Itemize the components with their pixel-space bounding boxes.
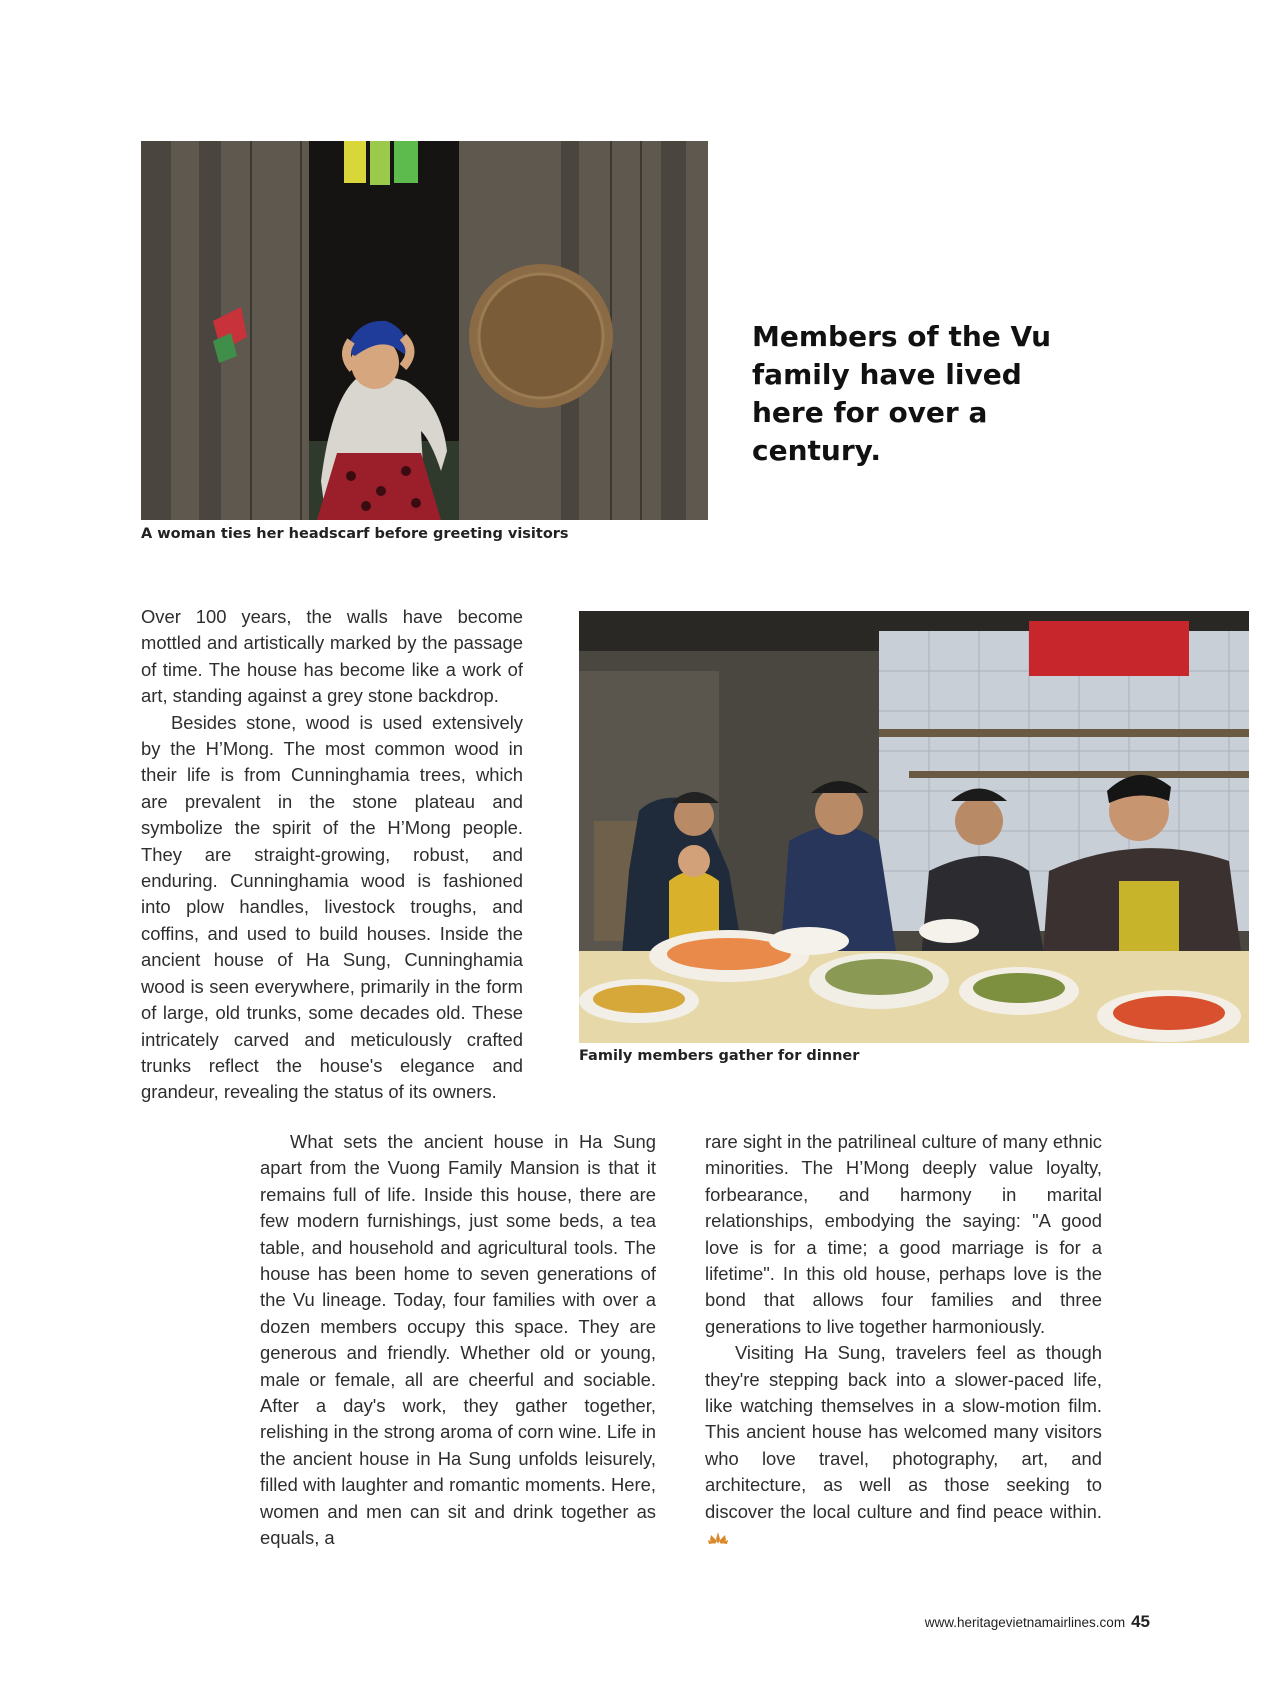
page-number: 45 [1131, 1612, 1150, 1631]
footer-url: www.heritagevietnamairlines.com [924, 1615, 1126, 1630]
article-column-1 [141, 604, 523, 1106]
column3-paragraph-2: Visiting Ha Sung, travelers feel as though they're stepping back into a slower-paced life, like watching themselves in a slow-motion film. This ancient house has welcomed many visitors who love travel, photography, art, and architecture, as well as those seeking to discover the local culture and find peace within. [705, 1342, 1102, 1522]
article-column-3 [705, 1129, 1102, 1552]
column1-paragraph-2: Besides stone, wood is used extensively by the H’Mong. The most common wood in their life is from Cunninghamia trees, which are prevalent in the stone plateau and symbolize the spirit of the H’Mong people. They are straight-growing, robust, and enduring. Cunninghamia wood is fashioned into plow handles, livestock troughs, and coffins, and used to build houses. Inside the ancient house of Ha Sung, Cunninghamia wood is seen everywhere, primarily in the form of large, old trunks, some decades old. These intricately carved and meticulously crafted trunks reflect the house's elegance and grandeur, revealing the status of its owners. [141, 711, 523, 1103]
pull-quote: Members of the Vu family have lived here for over a century. [752, 320, 1052, 467]
woman-headscarf-photo [141, 141, 708, 520]
column2-paragraph-1: What sets the ancient house in Ha Sung apart from the Vuong Family Mansion is that it remains full of life. Inside this house, there are few modern furnishings, just some beds, a tea table, and household and agricultural tools. The house has been home to seven generations of the Vu lineage. Today, four families with over a dozen members occupy this space. They are generous and friendly. Whether old or young, male or female, all are cheerful and sociable. After a day's work, they gather together, relishing in the strong aroma of corn wine. Life in the ancient house in Ha Sung unfolds leisurely, filled with laughter and romantic moments. Here, women and men can sit and drink together as equals, a [260, 1131, 656, 1549]
page-footer [925, 1612, 1150, 1632]
column1-paragraph-1: Over 100 years, the walls have become mottled and artistically marked by the passage of time. The house has become like a work of art, standing against a grey stone backdrop. [141, 606, 523, 707]
column3-paragraph-1: rare sight in the patrilineal culture of many ethnic minorities. The H’Mong deeply value loyalty, forbearance, and harmony in marital relationships, embodying the saying: "A good love is for a time; a good marriage is for a lifetime". In this old house, perhaps love is the bond that allows four families and three generations to live together harmoniously. [705, 1131, 1102, 1337]
lotus-end-icon [707, 1531, 729, 1545]
family-dinner-photo [579, 611, 1249, 1043]
dinner-photo-caption: Family members gather for dinner [579, 1048, 860, 1064]
woman-photo-caption: A woman ties her headscarf before greeting visitors [141, 526, 569, 542]
article-column-2 [260, 1129, 656, 1552]
